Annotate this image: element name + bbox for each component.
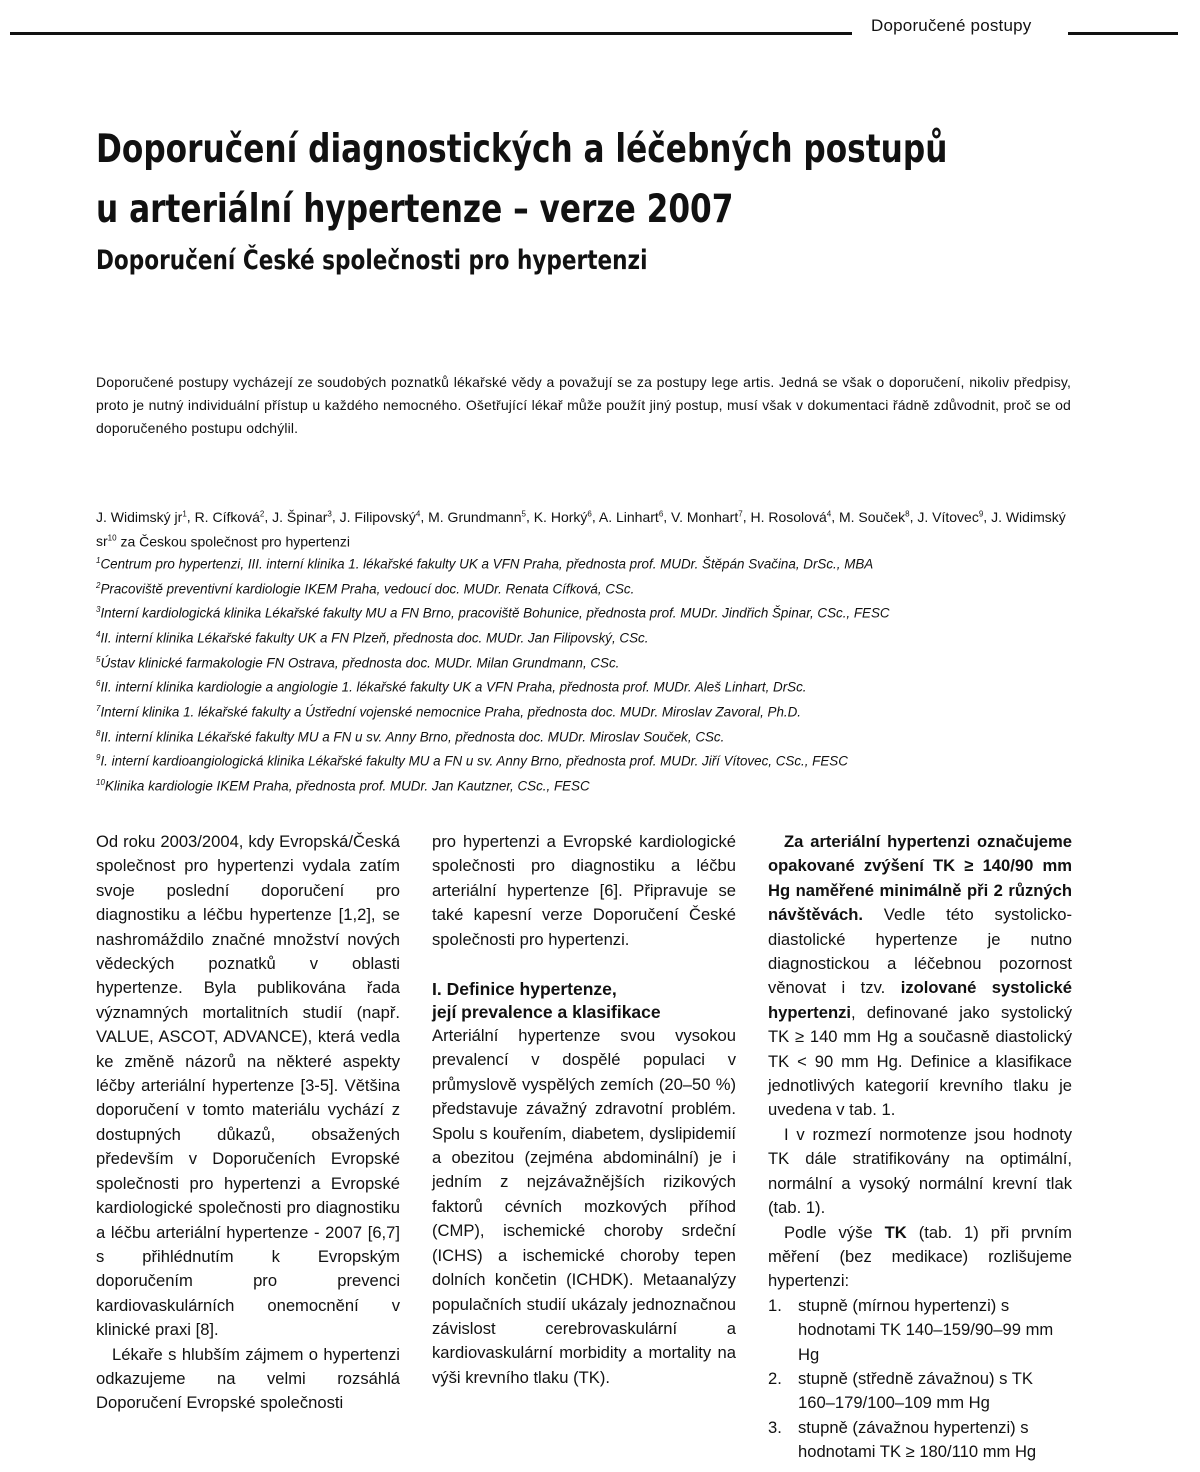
definition-paragraph	[768, 830, 1072, 1123]
author-affiliation-mark: 6	[658, 509, 664, 518]
body-paragraph	[768, 1221, 1072, 1294]
affiliation-item	[96, 624, 1096, 649]
author-affiliation-mark: 8	[905, 509, 910, 518]
text-run: (tab. 1) při prvním měření (bez medikace) rozlišujeme hypertenzi:	[768, 1222, 1072, 1291]
affiliation-item	[96, 649, 1096, 674]
affiliation-item	[96, 698, 1096, 723]
author-name: J. Špinar$^3$	[272, 508, 332, 525]
affiliation-number: 9	[96, 753, 101, 763]
affiliation-item	[96, 723, 1096, 748]
section-heading	[432, 978, 736, 1024]
affiliation-text: Ústav klinické farmakologie FN Ostrava, přednosta doc. MUDr. Milan Grundmann, CSc.	[100, 655, 620, 671]
text-run: Podle výše	[784, 1222, 885, 1242]
affiliation-item	[96, 599, 1096, 624]
affiliation-number: 5	[96, 654, 101, 664]
author-affiliation-mark: 3	[327, 509, 332, 518]
bold-term: TK	[884, 1222, 907, 1242]
section-heading-line-2: její prevalence a klasifikace	[432, 1002, 661, 1023]
title-line-2: u arteriální hypertenze – verze 2007	[96, 187, 734, 232]
affiliation-item	[96, 747, 1096, 772]
list-item	[768, 1367, 1072, 1416]
affiliation-text: II. interní klinika Lékařské fakulty UK a FN Plzeň, přednosta doc. MUDr. Jan Filipovský, CSc.	[100, 630, 649, 646]
author-affiliation-mark: 4	[826, 509, 832, 518]
list-text: stupně (závažnou hypertenzi) s hodnotami TK ≥ 180/110 mm Hg	[798, 1417, 1037, 1462]
author-name: J. Vítovec$^9$	[917, 508, 984, 525]
section-heading-line-1: I. Definice hypertenze,	[432, 979, 617, 1000]
intro-paragraph: Doporučené postupy vycházejí ze soudobých poznatků lékařské vědy a považují se za postupy lege artis. Jedná se však o doporučení, nikoliv předpisy, proto je nutný individuální přístup u každého nemocného. Ošetřující lékař může použít jiný postup, musí však v dokumentaci řádně zdůvodnit, proč se od doporučeného postupu odchýlil.	[96, 374, 1071, 436]
affiliation-text: Klinika kardiologie IKEM Praha, přednosta prof. MUDr. Jan Kautzner, CSc., FESC	[104, 778, 590, 794]
title-line-1: Doporučení diagnostických a léčebných postupů	[96, 127, 948, 172]
affiliation-number: 10	[96, 778, 105, 788]
affiliation-item	[96, 575, 1096, 600]
author-affiliation-mark: 1	[182, 509, 187, 518]
author-name: J. Widimský $jr^1$	[96, 508, 187, 525]
author-affiliation-mark: 7	[738, 509, 743, 518]
definition-text-end: , definované jako systolický TK ≥ 140 mm Hg a současně diastolický TK < 90 mm Hg. Definice a klasifikace jednotlivých kategorií krevního tlaku je uvedena v tab. 1.	[768, 1002, 1072, 1120]
author-name: J. Widimský $sr^{10}$	[96, 508, 1066, 550]
body-paragraph: Arteriální hypertenze svou vysokou prevalencí v dospělé populaci v průmyslově vyspělých zemích (20–50 %) představuje závažný zdravotní problém. Spolu s kouřením, diabetem, dyslipidemií a obezitou (zejména abdominální) je i jedním z nejzávažnějších rizikových faktorů cévních mozkových příhod (CMP), ischemické choroby srdeční (ICHS) a ischemické choroby tepen dolních končetin (ICHDK). Metaanalýzy populačních studií ukázaly jednoznačnou závislost cerebrovaskulární a kardiovaskulární morbidity a mortality na výši krevního tlaku (TK).	[432, 1026, 736, 1387]
list-number: 2.	[768, 1368, 782, 1388]
author-affiliation-mark: 6	[587, 509, 592, 518]
list-number: 3.	[768, 1417, 782, 1437]
affiliation-number: 2	[96, 580, 101, 590]
author-name: M. Souček$^8$	[838, 508, 910, 525]
affiliation-number: 3	[96, 605, 101, 615]
body-paragraph: I v rozmezí normotenze jsou hodnoty TK dále stratifikovány na optimální, normální a vysoký normální krevní tlak (tab. 1).	[768, 1124, 1072, 1218]
column-2	[432, 830, 736, 1390]
affiliation-number: 6	[96, 679, 101, 689]
affiliation-number: 1	[96, 556, 101, 565]
body-paragraph: pro hypertenzi a Evropské kardiologické společnosti pro diagnostiku a léčbu arteriální hypertenze [6]. Připravuje se také kapesní verze Doporučení České společnosti pro hypertenzi.	[432, 832, 736, 949]
column-3	[768, 830, 1072, 1465]
list-item	[768, 1416, 1072, 1465]
author-affiliation-mark: 4	[415, 509, 421, 518]
author-suffix: za Českou společnost pro hypertenzi	[120, 533, 351, 550]
article-title	[96, 120, 1056, 240]
affiliation-text: II. interní klinika Lékařské fakulty MU a FN u sv. Anny Brno, přednosta doc. MUDr. Miroslav Souček, CSc.	[100, 729, 725, 745]
affiliation-number: 7	[96, 704, 101, 714]
author-name: J. Filipovský$^4$	[339, 508, 421, 525]
list-text: stupně (mírnou hypertenzi) s hodnotami TK 140–159/90–99 mm Hg	[798, 1295, 1054, 1364]
hypertension-grade-list	[768, 1294, 1072, 1465]
author-names: J. Widimský $jr^1$, R. Cífková$^2$, J. Špinar$^3$, J. Filipovský$^4$, M. Grundmann$^5$, K. Horký$^6$, A. Linhart$^6$, V. Monhart$^7$, H. Rosolová$^4$, M. Souček$^8$, J. Vítovec$^9$, J. Widimský $sr^{10}$	[96, 508, 1066, 550]
author-name: M. Grundmann$^5$	[428, 508, 526, 525]
affiliation-text: Interní klinika 1. lékařské fakulty a Ústřední vojenské nemocnice Praha, přednosta doc. MUDr. Miroslav Zavoral, Ph.D.	[100, 704, 802, 720]
affiliation-number: 8	[96, 728, 101, 738]
author-affiliation-mark: 2	[259, 509, 265, 518]
author-affiliation-mark: 5	[521, 509, 526, 518]
affiliation-text: II. interní klinika kardiologie a angiologie 1. lékařské fakulty UK a VFN Praha, přednosta prof. MUDr. Aleš Linhart, DrSc.	[100, 679, 807, 695]
affiliation-text: Pracoviště preventivní kardiologie IKEM Praha, vedoucí doc. MUDr. Renata Cífková, CSc.	[100, 581, 635, 597]
author-list	[96, 503, 1076, 552]
column-1	[96, 830, 400, 1416]
author-name: R. Cífková$^2$	[194, 508, 265, 525]
body-paragraph: Od roku 2003/2004, kdy Evropská/Česká společnost pro hypertenzi vydala zatím svoje poslední doporučení pro diagnostiku a léčbu hypertenze [1,2], se nashromáždilo značné množství nových vědeckých poznatků v oblasti hypertenze. Byla publikována řada významných mortalitních studií (např. VALUE, ASCOT, ADVANCE), která vedla ke změně názorů na některé aspekty léčby arteriální hypertenze [3-5]. Většina doporučení v tomto materiálu vychází z dostupných důkazů, obsažených především v Doporučeních Evropské společnosti pro hypertenzi a Evropské kardiologické společnosti pro diagnostiku a léčbu arteriální hypertenze - 2007 [6,7] s přihlédnutím k Evropským doporučením pro prevenci kardiovaskulárních onemocnění v klinické praxi [8].	[96, 832, 400, 1340]
header-rule-right	[1068, 32, 1178, 35]
affiliation-text: Interní kardiologická klinika Lékařské fakulty MU a FN Brno, pracoviště Bohunice, přednosta prof. MUDr. Jindřich Špinar, CSc., FESC	[100, 605, 890, 621]
affiliation-number: 4	[96, 630, 101, 640]
header-rule-left	[10, 32, 852, 35]
list-text: stupně (středně závažnou) s TK 160–179/100–109 mm Hg	[798, 1368, 1033, 1413]
author-name: H. Rosolová$^4$	[750, 508, 832, 525]
list-item	[768, 1294, 1072, 1367]
affiliation-text: I. interní kardioangiologická klinika Lékařské fakulty MU a FN u sv. Anny Brno, přednosta prof. MUDr. Jiří Vítovec, CSc., FESC	[100, 753, 848, 769]
affiliation-item	[96, 673, 1096, 698]
article-subtitle: Doporučení České společnosti pro hypertenzi	[96, 245, 648, 276]
definition-bold: Za arteriální hypertenzi označujeme opakované zvýšení TK ≥ 140/90 mm Hg naměřené minimálně při 2 různých návštěvách.	[768, 832, 1072, 925]
affiliation-item	[96, 772, 1096, 797]
author-affiliation-mark: 10	[107, 533, 117, 543]
definition-text: Vedle této systolicko-diastolické hypertenze je nutno diagnostickou a léčebnou pozornost věnovat i tzv.	[768, 905, 1072, 998]
affiliation-text: Centrum pro hypertenzi, III. interní klinika 1. lékařské fakulty UK a VFN Praha, přednosta prof. MUDr. Štěpán Svačina, DrSc., MBA	[100, 556, 874, 572]
body-paragraph: Lékaře s hlubším zájmem o hypertenzi odkazujeme na velmi rozsáhlá Doporučení Evropské společnosti	[96, 1344, 400, 1413]
author-affiliation-mark: 9	[978, 509, 984, 518]
author-name: V. Monhart$^7$	[671, 508, 743, 525]
section-label: Doporučené postupy	[871, 16, 1032, 35]
author-name: K. Horký$^6$	[533, 508, 592, 525]
author-name: A. Linhart$^6$	[598, 508, 664, 525]
affiliation-list	[96, 550, 1096, 797]
definition-term: izolované systolické hypertenzi	[768, 978, 1073, 1022]
affiliation-item	[96, 550, 1096, 575]
list-number: 1.	[768, 1295, 782, 1315]
